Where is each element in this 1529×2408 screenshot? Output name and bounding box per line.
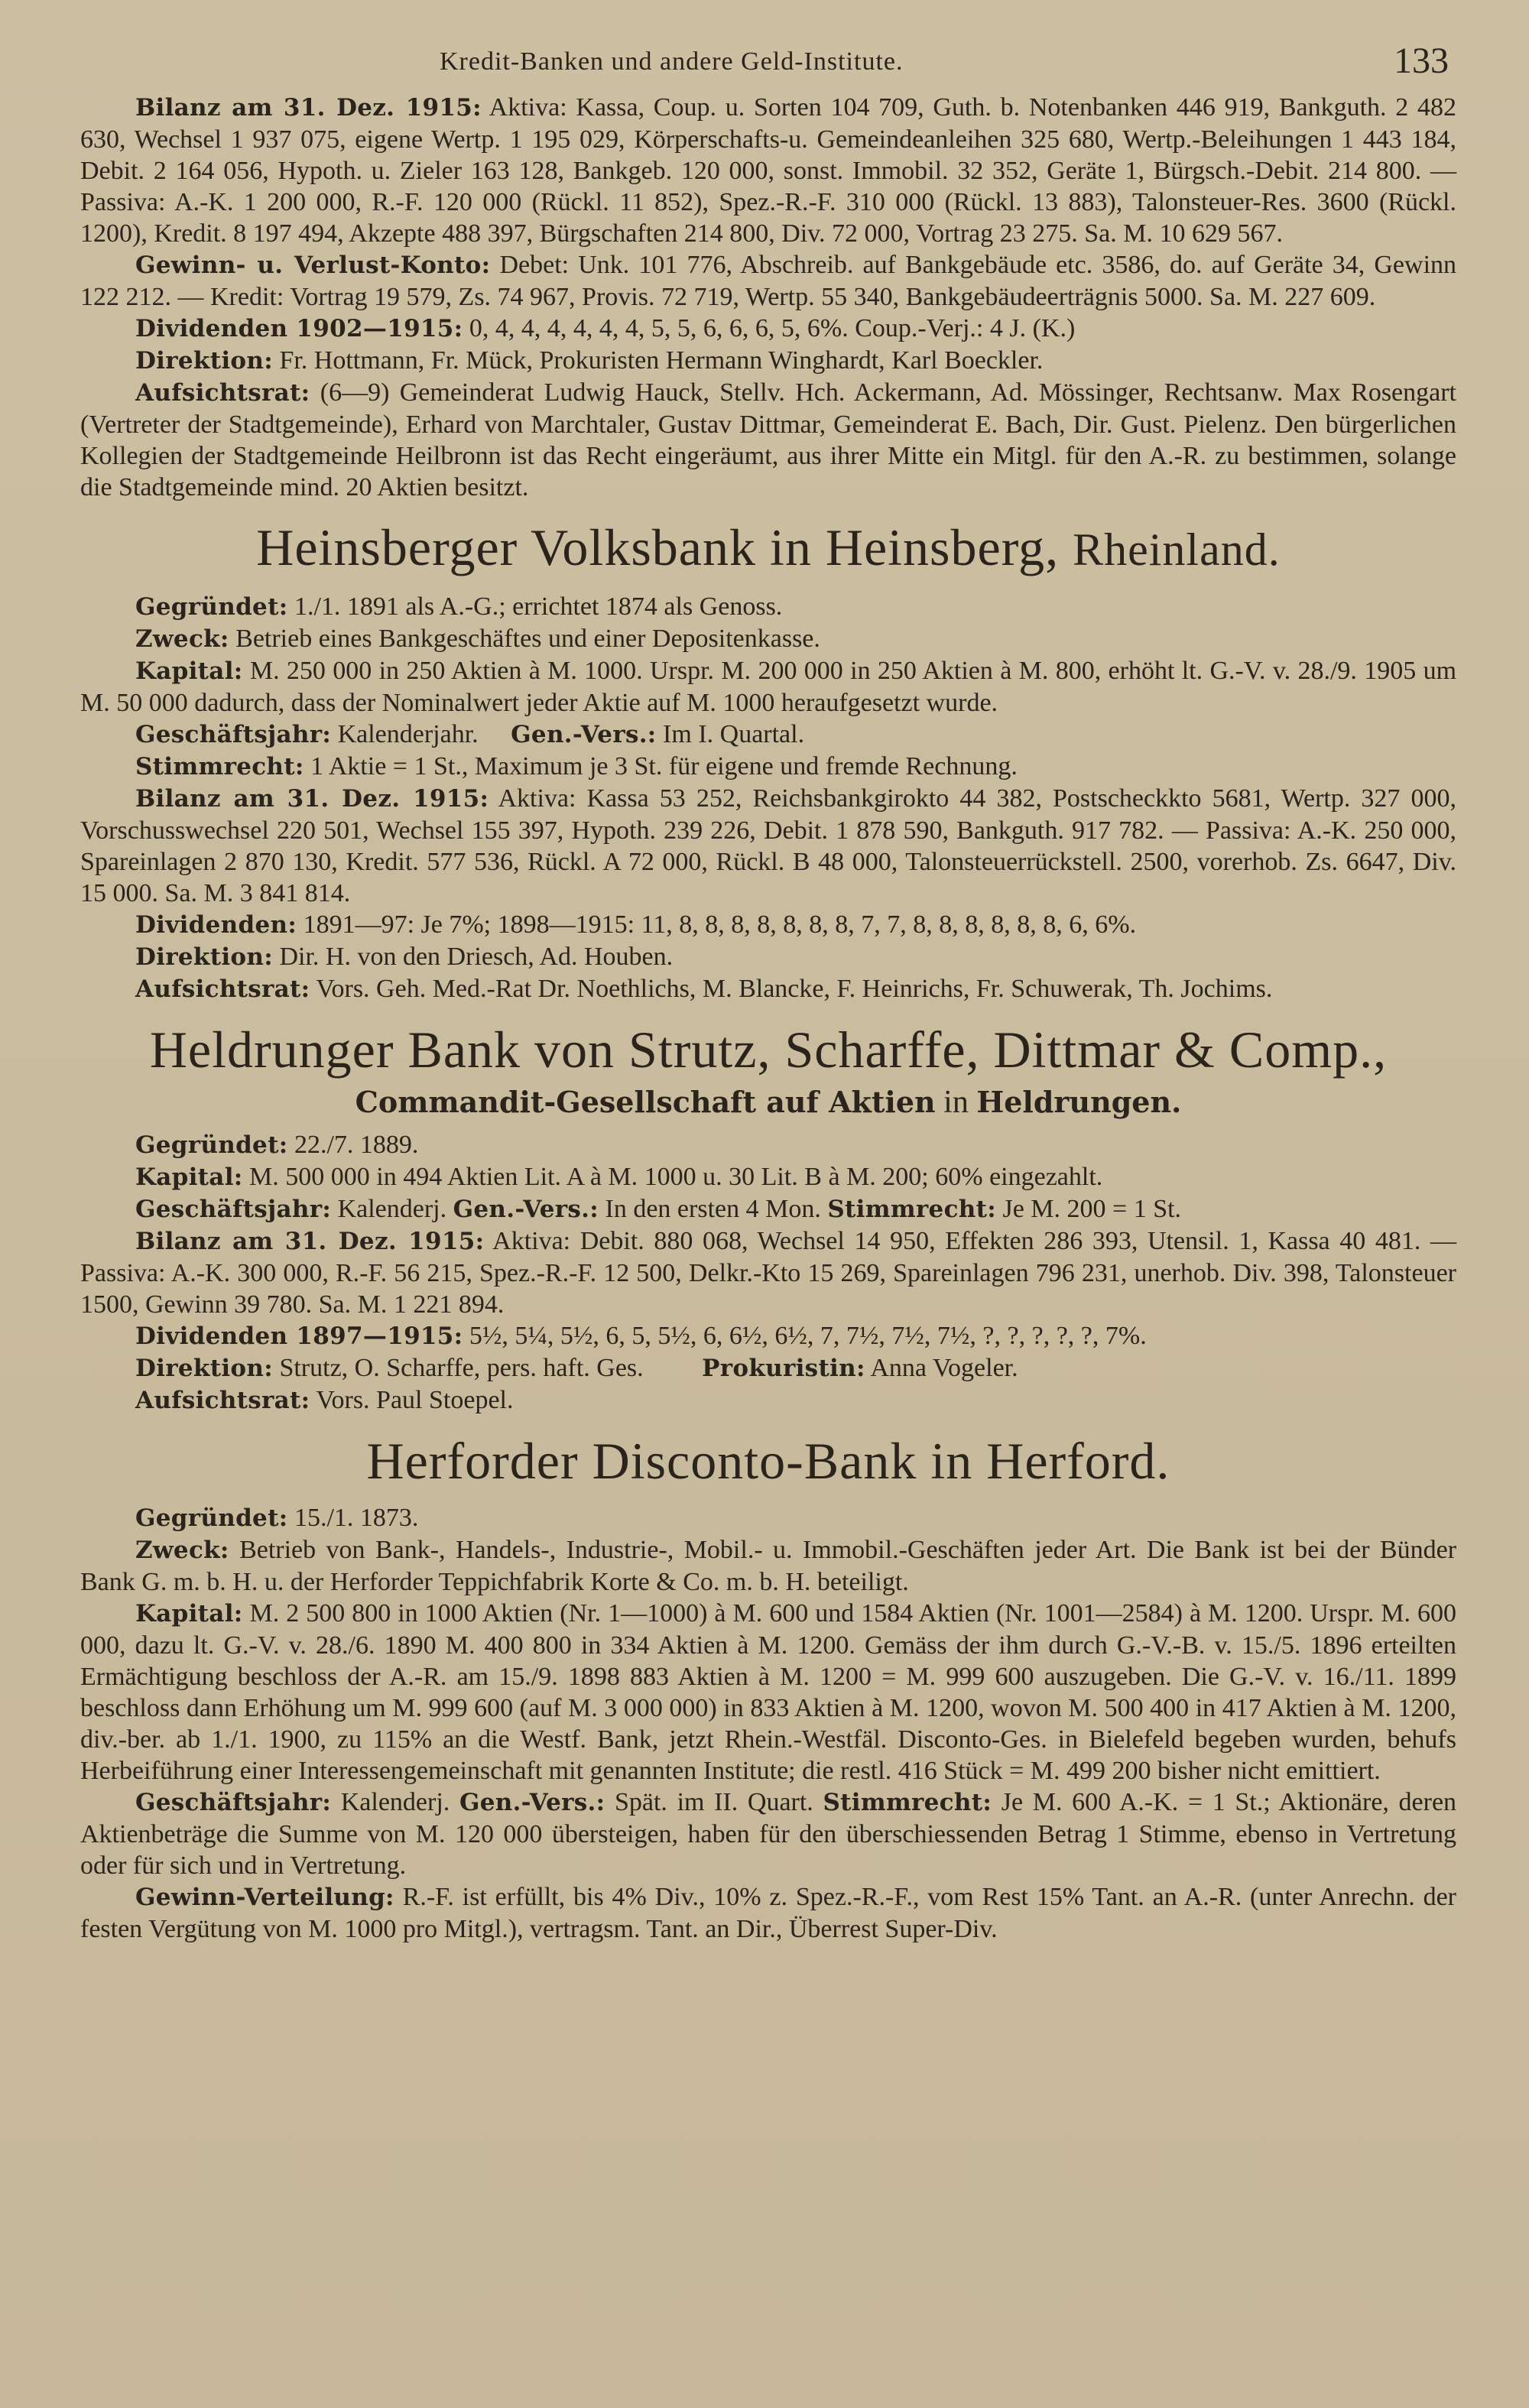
general-meeting-label: Gen.-Vers.: (511, 721, 657, 748)
authorized-signatory-text: Anna Vogeler. (870, 1354, 1018, 1382)
bank-heading: Heldrunger Bank von Strutz, Scharffe, Dittmar & Comp., (149, 1021, 1388, 1079)
fiscal-year-paragraph (80, 1193, 1456, 1225)
fiscal-year-label: Geschäftsjahr: (135, 721, 332, 748)
profit-loss-paragraph (80, 249, 1456, 313)
general-meeting-text: In den ersten 4 Mon. (605, 1195, 821, 1223)
founded-paragraph (80, 1129, 1456, 1161)
general-meeting-label: Gen.-Vers.: (453, 1196, 599, 1223)
supervisory-board-text: Vors. Paul Stoepel. (316, 1386, 514, 1414)
bank-region: Rheinland. (1073, 524, 1281, 575)
management-paragraph (80, 1352, 1456, 1384)
fiscal-year-label: Geschäftsjahr: (135, 1196, 332, 1223)
authorized-signatory-label: Prokuristin: (702, 1355, 865, 1382)
company-place: Heldrungen. (976, 1085, 1182, 1119)
founded-text: 22./7. 1889. (294, 1131, 419, 1159)
supervisory-board-paragraph (80, 973, 1456, 1005)
general-meeting-text: Spät. im II. Quart. (614, 1788, 813, 1816)
profit-distribution-paragraph (80, 1881, 1456, 1945)
management-paragraph (80, 345, 1456, 377)
balance-sheet-label: Bilanz am 31. Dez. 1915: (135, 1228, 485, 1255)
capital-label: Kapital: (135, 1600, 243, 1628)
supervisory-board-text: (6—9) Gemeinderat Ludwig Hauck, Stellv. Hch. Ackermann, Ad. Mössinger, Rechtsanw. Max Rosengart (Vertreter der Stadtgemeinde), Erhard von Marchtaler, Gustav Dittmar, Gemeinderat E. Bach, Dir. Gust. Pielenz. Den bürgerlichen Kollegien der Stadtgemeinde Heilbronn ist das Recht eingeräumt, aus ihrer Mitte ein Mitgl. für den A.-R. zu bestimmen, solange die Stadtgemeinde mind. 20 Aktien besitzt. (80, 378, 1457, 501)
balance-sheet-paragraph (80, 783, 1456, 909)
purpose-paragraph (80, 1534, 1456, 1598)
fiscal-year-paragraph (80, 1787, 1456, 1881)
subheading-in: in (943, 1085, 969, 1120)
dividends-text: 0, 4, 4, 4, 4, 4, 4, 5, 5, 6, 6, 6, 5, 6%. Coup.-Verj.: 4 J. (K.) (469, 314, 1076, 342)
management-text: Fr. Hottmann, Fr. Mück, Prokuristen Hermann Winghardt, Karl Boeckler. (279, 346, 1044, 375)
founded-text: 1./1. 1891 als A.-G.; errichtet 1874 als Genoss. (294, 592, 783, 621)
founded-paragraph (80, 1502, 1456, 1534)
voting-rights-label: Stimmrecht: (827, 1196, 996, 1223)
supervisory-board-text: Vors. Geh. Med.-Rat Dr. Noethlichs, M. Blancke, F. Heinrichs, Fr. Schuwerak, Th. Jochims. (316, 975, 1273, 1003)
bank-name: Heinsberger Volksbank in Heinsberg, (256, 518, 1060, 576)
purpose-text: Betrieb eines Bankgeschäftes und einer Depositenkasse. (235, 625, 820, 653)
entry-herforder-disconto-bank (80, 1430, 1456, 1945)
capital-paragraph (80, 655, 1456, 719)
capital-text: M. 250 000 in 250 Aktien à M. 1000. Urspr. M. 200 000 in 250 Aktien à M. 800, erhöht lt. G.-V. v. 28./9. 1905 um M. 50 000 dadurch, dass der Nominalwert jeder Aktie auf M. 1000 heraufgesetzt wurde. (80, 657, 1457, 717)
fiscal-year-text: Kalenderj. (340, 1788, 450, 1816)
balance-sheet-text: Aktiva: Kassa 53 252, Reichsbankgirokto 44 382, Postscheckkto 5681, Wertp. 327 000, Vorschusswechsel 220 501, Wechsel 155 397, Hypoth. 239 226, Debit. 1 878 590, Bankguth. 917 782. — Passiva: A.-K. 250 000, Spareinlagen 2 870 130, Kredit. 577 536, Rückl. A 72 000, Rückl. B 48 000, Talonsteuerrückstell. 2500, vorerhob. Zs. 6647, Div. 15 000. Sa. M. 3 841 814. (80, 784, 1456, 907)
entry-continuation (80, 92, 1456, 503)
dividends-label: Dividenden 1902—1915: (135, 315, 463, 342)
management-paragraph (80, 941, 1456, 973)
management-label: Direktion: (135, 1355, 273, 1382)
balance-sheet-text: Aktiva: Debit. 880 068, Wechsel 14 950, Effekten 286 393, Utensil. 1, Kassa 40 481. — Passiva: A.-K. 300 000, R.-F. 56 215, Spez.-R.-F. 12 500, Delkr.-Kto 15 269, Spareinlagen 796 231, unerhob. Div. 398, Talonsteuer 1500, Gewinn 39 780. Sa. M. 1 221 894. (80, 1227, 1456, 1319)
supervisory-board-paragraph (80, 1384, 1456, 1417)
fiscal-year-paragraph (80, 719, 1456, 751)
bank-heading: Herforder Disconto-Bank in Herford. (366, 1432, 1170, 1490)
dividends-label: Dividenden 1897—1915: (135, 1322, 463, 1350)
running-head-title: Kredit-Banken und andere Geld-Institute. (440, 47, 904, 76)
supervisory-board-label: Aufsichtsrat: (135, 1387, 310, 1414)
founded-text: 15./1. 1873. (294, 1504, 419, 1532)
purpose-label: Zweck: (135, 1537, 229, 1564)
page-number: 133 (1394, 41, 1449, 81)
entry-heldrunger-bank (80, 1019, 1456, 1417)
founded-paragraph (80, 591, 1456, 623)
fiscal-year-text: Kalenderj. (337, 1195, 447, 1223)
capital-paragraph (80, 1161, 1456, 1193)
balance-sheet-text: Aktiva: Kassa, Coup. u. Sorten 104 709, Guth. b. Notenbanken 446 919, Bankguth. 2 482 630, Wechsel 1 937 075, eigene Wertp. 1 195 029, Körperschafts-u. Gemeindeanleihen 325 680, Wertp.-Beleihungen 1 443 184, Debit. 2 164 056, Hypoth. u. Zieler 163 128, Bankgeb. 120 000, sonst. Immobil. 32 352, Geräte 1, Bürgsch.-Debit. 214 800. — Passiva: A.-K. 1 200 000, R.-F. 120 000 (Rückl. 11 852), Spez.-R.-F. 310 000 (Rückl. 13 883), Talonsteuer-Res. 3600 (Rückl. 1200), Kredit. 8 197 494, Akzepte 488 397, Bürgschaften 214 800, Div. 72 000, Vortrag 23 275. Sa. M. 10 629 567. (80, 93, 1456, 248)
supervisory-board-paragraph (80, 377, 1456, 503)
management-label: Direktion: (135, 943, 273, 971)
fiscal-year-text: Kalenderjahr. (337, 720, 479, 748)
management-text: Strutz, O. Scharffe, pers. haft. Ges. (279, 1354, 644, 1382)
voting-rights-label: Stimmrecht: (135, 753, 304, 780)
balance-sheet-paragraph (80, 1225, 1456, 1320)
profit-distribution-label: Gewinn-Verteilung: (135, 1884, 394, 1911)
general-meeting-text: Im I. Quartal. (663, 720, 805, 748)
founded-label: Gegründet: (135, 1131, 288, 1159)
dividends-label: Dividenden: (135, 911, 297, 939)
company-type: Commandit-Gesellschaft auf Aktien (355, 1085, 936, 1119)
fiscal-year-label: Geschäftsjahr: (135, 1789, 332, 1816)
balance-sheet-label: Bilanz am 31. Dez. 1915: (135, 785, 489, 813)
profit-loss-text: Debet: Unk. 101 776, Abschreib. auf Bankgebäude etc. 3586, do. auf Geräte 34, Gewinn 122 212. — Kredit: Vortrag 19 579, Zs. 74 967, Provis. 72 719, Wertp. 55 340, Bankgebäudeerträgnis 5000. Sa. M. 227 609. (80, 251, 1457, 311)
running-head (80, 38, 1456, 92)
purpose-label: Zweck: (135, 625, 229, 653)
voting-rights-text: 1 Aktie = 1 St., Maximum je 3 St. für eigene und fremde Rechnung. (310, 752, 1018, 780)
purpose-paragraph (80, 623, 1456, 655)
entry-heinsberger-volksbank (80, 517, 1456, 1005)
capital-paragraph (80, 1598, 1456, 1787)
balance-sheet-label: Bilanz am 31. Dez. 1915: (135, 94, 482, 122)
supervisory-board-label: Aufsichtsrat: (135, 379, 310, 407)
dividends-paragraph (80, 1320, 1456, 1352)
profit-loss-label: Gewinn- u. Verlust-Konto: (135, 252, 491, 279)
capital-label: Kapital: (135, 1163, 243, 1191)
capital-label: Kapital: (135, 657, 243, 685)
management-text: Dir. H. von den Driesch, Ad. Houben. (279, 943, 674, 971)
bank-heading (80, 517, 1456, 580)
voting-rights-label: Stimmrecht: (823, 1789, 992, 1816)
founded-label: Gegründet: (135, 1504, 288, 1532)
dividends-text: 1891—97: Je 7%; 1898—1915: 11, 8, 8, 8, 8, 8, 8, 8, 7, 7, 8, 8, 8, 8, 8, 8, 6, 6%. (303, 910, 1137, 939)
general-meeting-label: Gen.-Vers.: (459, 1789, 605, 1816)
bank-subheading (80, 1083, 1456, 1121)
dividends-text: 5½, 5¼, 5½, 6, 5, 5½, 6, 6½, 6½, 7, 7½, 7½, 7½, ?, ?, ?, ?, ?, 7%. (469, 1322, 1147, 1350)
voting-rights-text: Je M. 200 = 1 St. (1002, 1195, 1182, 1223)
dividends-paragraph (80, 313, 1456, 345)
balance-sheet-paragraph (80, 92, 1456, 249)
capital-text: M. 500 000 in 494 Aktien Lit. A à M. 1000 u. 30 Lit. B à M. 200; 60% eingezahlt. (249, 1163, 1103, 1191)
voting-rights-text: Je M. 600 A.-K. = 1 St.; Aktionäre, deren Aktienbeträge die Summe von M. 120 000 übersteigen, haben für den überschiessenden Betrag 1 Stimme, ebenso in Vertretung oder für sich und in Vertretung. (80, 1788, 1457, 1880)
management-label: Direktion: (135, 347, 273, 375)
dividends-paragraph (80, 909, 1456, 941)
capital-text: M. 2 500 800 in 1000 Aktien (Nr. 1—1000) à M. 600 und 1584 Aktien (Nr. 1001—2584) à M. 1200. Urspr. M. 600 000, dazu lt. G.-V. v. 28./6. 1890 M. 400 800 in 334 Aktien à M. 1200. Gemäss der ihm durch G.-V.-B. v. 15./5. 1896 erteilten Ermächtigung beschloss der A.-R. am 15./9. 1898 883 Aktien à M. 1200 = M. 999 600 auszugeben. Die G.-V. v. 16./11. 1899 beschloss dann Erhöhung um M. 999 600 (auf M. 3 000 000) in 833 Aktien à M. 1200, wovon M. 500 400 in 417 Aktien à M. 1200, div.-ber. ab 1./1. 1900, zu 115% an die Westf. Bank, jetzt Rhein.-Westfäl. Disconto-Ges. in Bielefeld begeben wurden, behufs Herbeiführung einer Interessengemeinschaft mit genannten Institute; die restl. 416 Stück = M. 499 200 bisher nicht emittiert. (80, 1599, 1457, 1785)
founded-label: Gegründet: (135, 593, 288, 621)
purpose-text: Betrieb von Bank-, Handels-, Industrie-, Mobil.- u. Immobil.-Geschäften jeder Art. Die Bank ist bei der Bünder Bank G. m. b. H. u. der Herforder Teppichfabrik Korte & Co. m. b. H. beteiligt. (80, 1536, 1457, 1596)
profit-distribution-text: R.-F. ist erfüllt, bis 4% Div., 10% z. Spez.-R.-F., vom Rest 15% Tant. an A.-R. (unter Anrechn. der festen Vergütung von M. 1000 pro Mitgl.), vertragsm. Tant. an Dir., Überrest Super-Div. (80, 1883, 1456, 1943)
voting-rights-paragraph (80, 751, 1456, 783)
supervisory-board-label: Aufsichtsrat: (135, 975, 310, 1003)
